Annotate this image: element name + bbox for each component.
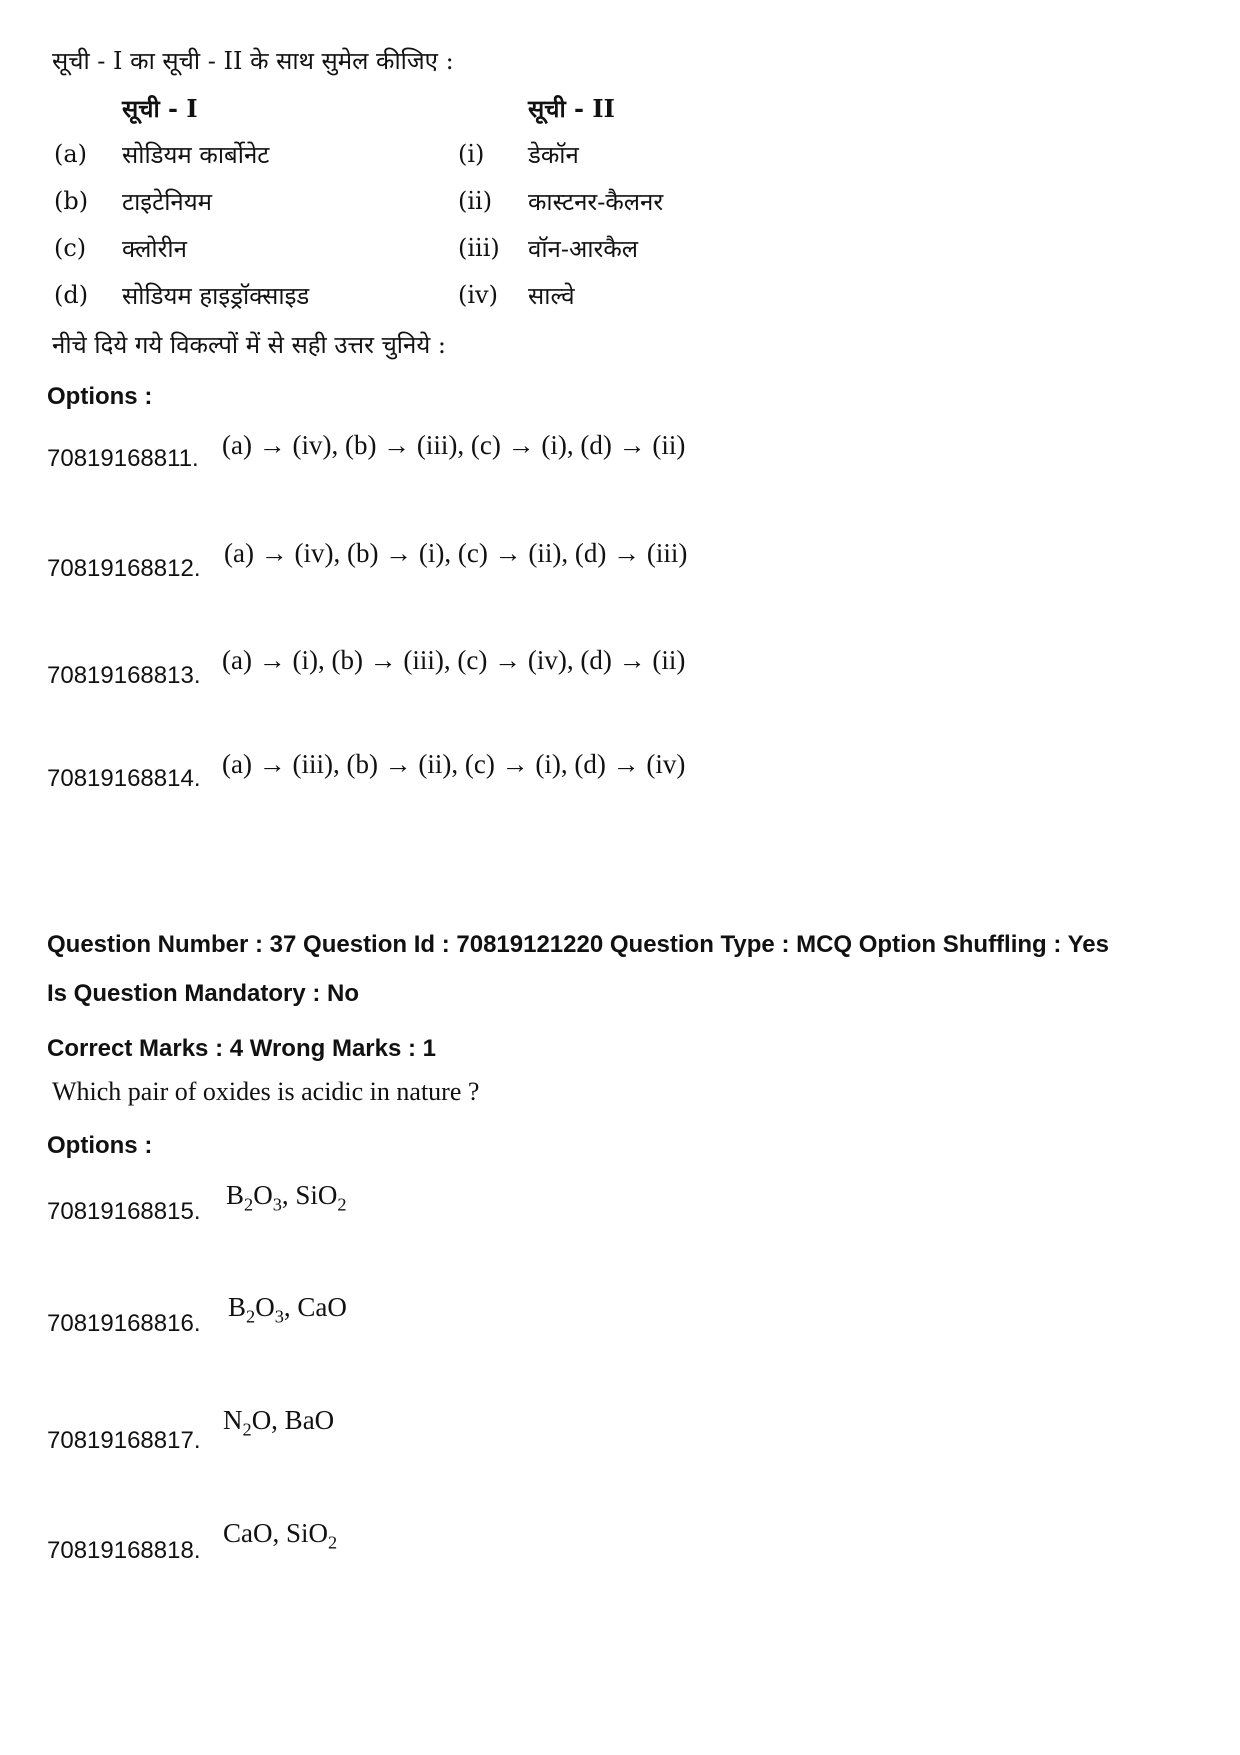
option-id: 70819168817. [47, 1427, 201, 1454]
option-id: 70819168818. [47, 1537, 201, 1564]
question-meta: Question Number : 37 Question Id : 70819121220 Question Type : MCQ Option Shuffling : Yes [47, 931, 1109, 958]
list-1-item: क्लोरीन [122, 235, 187, 263]
list-1-label: (d) [54, 281, 89, 309]
subscript: 2 [337, 1194, 347, 1215]
list-1-label: (c) [54, 234, 87, 262]
list-2-label: (iv) [458, 281, 498, 309]
options-label: Options : [47, 1132, 153, 1159]
option-formula: $B_2O_3$, CaO [228, 1292, 347, 1327]
list-2-item: साल्वे [528, 282, 575, 310]
option-text: (a) → (iv), (b) → (iii), (c) → (i), (d) → (ii) [222, 430, 686, 460]
option-formula: $N_2O$, BaO [223, 1405, 335, 1440]
question-heading: सूची - I का सूची - II के साथ सुमेल कीजिए : [52, 47, 454, 75]
list-1-label: (a) [54, 140, 88, 168]
list-2-label: (i) [458, 140, 485, 168]
list-2-label: (ii) [458, 187, 493, 215]
subscript: 3 [274, 1306, 284, 1327]
subscript: 2 [246, 1306, 256, 1327]
list-2-item: कास्टनर-कैलनर [528, 188, 664, 216]
option-id: 70819168815. [47, 1198, 201, 1225]
list-1-item: टाइटेनियम [122, 188, 212, 216]
instruction-text: नीचे दिये गये विकल्पों में से सही उत्तर चुनिये : [52, 331, 446, 359]
subscript: 3 [272, 1194, 282, 1215]
option-id: 70819168812. [47, 555, 201, 582]
question-mandatory: Is Question Mandatory : No [47, 980, 360, 1007]
subscript: 2 [242, 1419, 252, 1440]
question-marks: Correct Marks : 4 Wrong Marks : 1 [47, 1035, 437, 1062]
option-id: 70819168811. [47, 445, 199, 472]
option-text: (a) → (iii), (b) → (ii), (c) → (i), (d) → (iv) [222, 749, 686, 779]
option-id: 70819168816. [47, 1310, 201, 1337]
list-2-label: (iii) [458, 234, 500, 262]
list-1-item: सोडियम हाइड्रॉक्साइड [122, 282, 310, 310]
option-id: 70819168814. [47, 765, 201, 792]
option-formula: CaO, SiO$_2$ [223, 1518, 338, 1553]
list-1-title: सूची - I [122, 94, 198, 123]
option-id: 70819168813. [47, 662, 201, 689]
list-2-item: वॉन-आरकैल [528, 235, 639, 263]
subscript: 2 [244, 1194, 254, 1215]
question-text: Which pair of oxides is acidic in nature ? [52, 1077, 480, 1106]
list-1-item: सोडियम कार्बोनेट [122, 141, 270, 169]
option-text: (a) → (iv), (b) → (i), (c) → (ii), (d) → (iii) [224, 538, 688, 568]
option-text: (a) → (i), (b) → (iii), (c) → (iv), (d) → (ii) [222, 645, 686, 675]
subscript: 2 [328, 1532, 338, 1553]
options-label: Options : [47, 383, 153, 410]
list-2-title: सूची - II [528, 94, 615, 123]
list-1-label: (b) [54, 187, 89, 215]
list-2-item: डेकॉन [528, 141, 579, 169]
option-formula: $B_2O_3$, SiO$_2$ [226, 1180, 347, 1215]
